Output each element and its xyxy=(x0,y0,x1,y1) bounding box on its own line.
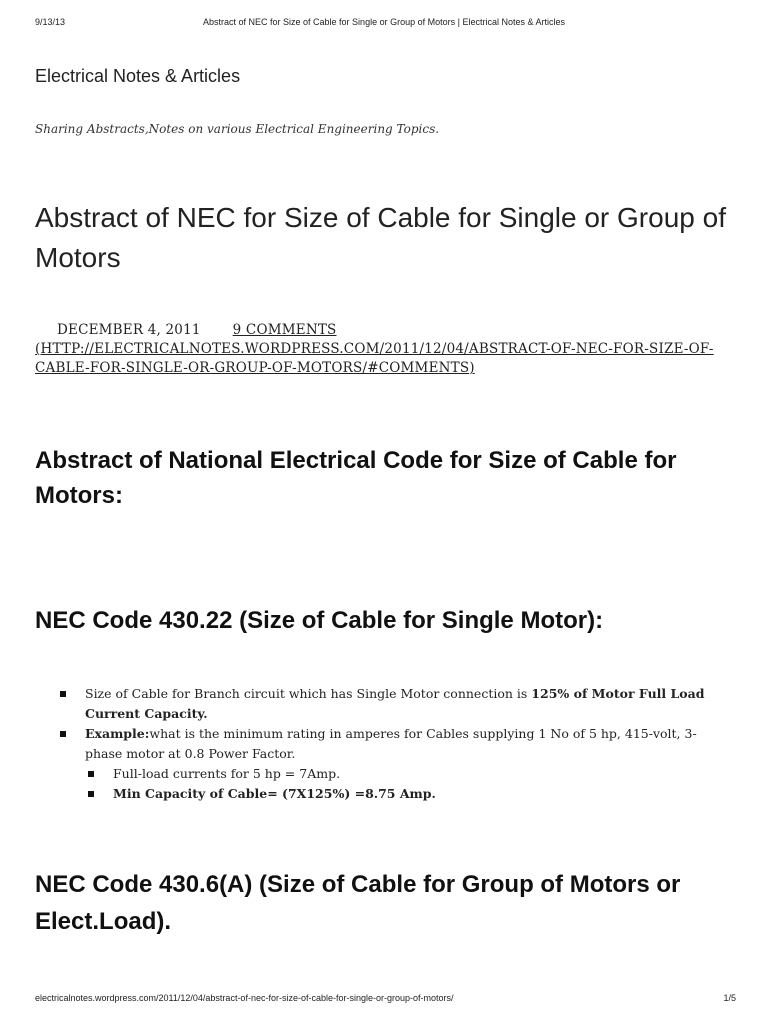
bullet-bold-text: 125% of Motor Full Load Current Capacity. xyxy=(85,686,705,721)
post-date: DECEMBER 4, 2011 xyxy=(57,322,201,338)
comments-url-link[interactable]: (HTTP://ELECTRICALNOTES.WORDPRESS.COM/2011/12/04/ABSTRACT-OF-NEC-FOR-SIZE-OF-CABLE-FOR-SINGLE-OR-GROUP-OF-MOTORS/#COMMENTS) xyxy=(35,341,714,376)
heading-abstract: Abstract of National Electrical Code for Size of Cable for Motors: xyxy=(35,447,677,509)
page-number: 1/5 xyxy=(723,993,736,1003)
print-date: 9/13/13 xyxy=(35,17,66,27)
example-text: what is the minimum rating in amperes for Cables supplying 1 No of 5 hp, 415-volt, 3-phase motor at 0.8 Power Factor. xyxy=(85,726,697,761)
example-label: Example: xyxy=(85,726,150,741)
bullet-list xyxy=(60,684,730,804)
print-document-title: Abstract of NEC for Size of Cable for Single or Group of Motors | Electrical Notes & Articles xyxy=(203,17,565,27)
sub-bullet-text: Full-load currents for 5 hp = 7Amp. xyxy=(113,766,341,781)
bullet-text: Size of Cable for Branch circuit which has Single Motor connection is xyxy=(85,686,532,701)
print-url: electricalnotes.wordpress.com/2011/12/04/abstract-of-nec-for-size-of-cable-for-single-or-group-of-motors/ xyxy=(35,993,454,1003)
comments-link[interactable]: 9 COMMENTS xyxy=(232,322,337,338)
post-meta xyxy=(35,321,740,378)
post-title: Abstract of NEC for Size of Cable for Single or Group of Motors xyxy=(35,202,726,273)
sub-bullet-bold-text: Min Capacity of Cable= (7X125%) =8.75 Amp. xyxy=(113,786,436,801)
list-item xyxy=(60,684,730,724)
sub-list-item xyxy=(88,764,730,784)
site-tagline: Sharing Abstracts,Notes on various Electrical Engineering Topics. xyxy=(35,122,440,136)
print-header xyxy=(0,17,768,33)
list-item xyxy=(60,724,730,764)
heading-group-motors: NEC Code 430.6(A) (Size of Cable for Group of Motors or Elect.Load). xyxy=(35,871,681,935)
sub-list-item xyxy=(88,784,730,804)
site-title[interactable]: Electrical Notes & Articles xyxy=(35,66,241,86)
heading-single-motor: NEC Code 430.22 (Size of Cable for Single Motor): xyxy=(35,607,604,634)
